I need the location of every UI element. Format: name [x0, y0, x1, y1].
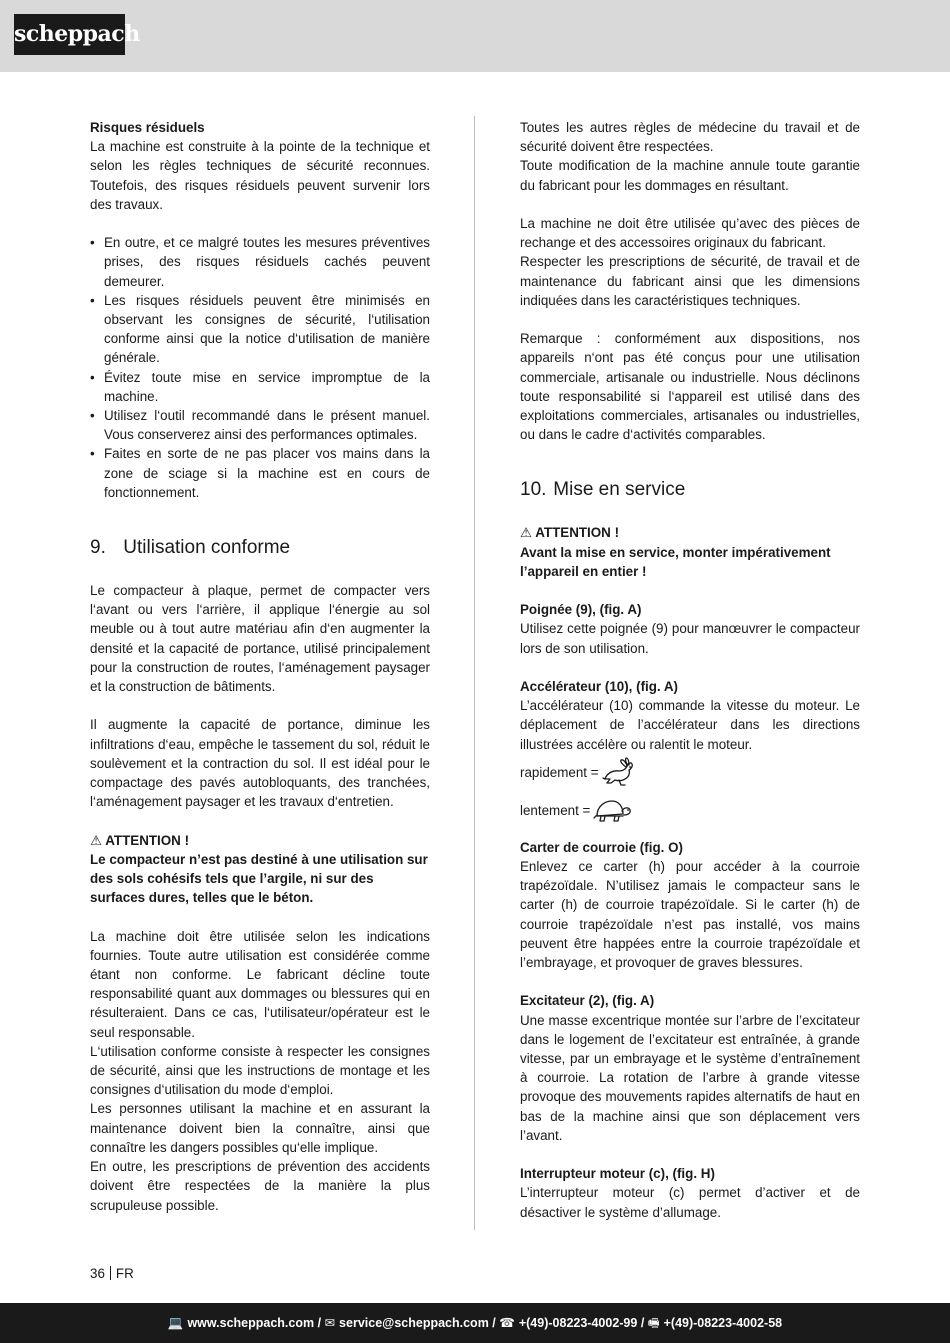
- fast-speed-row: [520, 754, 860, 792]
- safety-paragraph: Toute modification de la machine annule toute garantie du fabricant pour les dommages en résultant.: [520, 158, 860, 193]
- handle-heading: Poignée (9), (fig. A): [520, 602, 642, 618]
- right-column: [520, 118, 860, 1222]
- intended-use-paragraph: En outre, les prescriptions de prévention des accidents doivent être respectées de la manière la plus scrupuleuse possible.: [90, 1159, 430, 1213]
- belt-cover-text: Enlevez ce carter (h) pour accéder à la courroie trapézoïdale. N’utilisez jamais le compacteur sans le carter (h) de courroie trapézoïdale. Si le carter (h) de courroie trapézoïdale n’est pas installé, vos mains peuvent être happées entre la courroie trapézoïdale et l’embrayage, et provoquer de graves blessures.: [520, 859, 860, 971]
- slow-label: lentement =: [520, 803, 591, 819]
- handle-text: Utilisez cette poignée (9) pour manœuvrer le compacteur lors de son utilisation.: [520, 621, 860, 656]
- footer-email[interactable]: service@scheppach.com: [339, 1316, 489, 1330]
- footer-phone: +(49)-08223-4002-99: [518, 1316, 638, 1330]
- footer-separator: /: [640, 1316, 645, 1330]
- page-footer: [0, 1303, 950, 1343]
- envelope-icon: ✉: [324, 1316, 336, 1330]
- fax-icon: 🖷: [647, 1316, 660, 1330]
- section-10-title: [520, 478, 860, 502]
- column-divider: [474, 116, 475, 1230]
- page-header: [0, 0, 950, 72]
- computer-icon: 💻: [167, 1316, 184, 1330]
- engine-switch-text: L’interrupteur moteur (c) permet d’activer et de désactiver le système d’allumage.: [520, 1185, 860, 1220]
- section-number: 9.: [90, 537, 106, 559]
- turtle-icon: [592, 796, 632, 826]
- left-column: [90, 118, 430, 1215]
- list-item: • Les risques résiduels peuvent être minimisés en observant les consignes de sécurité, l‘utilisation conforme ainsi que la notice d‘utilisation de manière générale.: [90, 291, 430, 368]
- intended-use-paragraph: Il augmente la capacité de portance, diminue les infiltrations d‘eau, empêche le tassement du sol, réduit le soulèvement et la contraction du sol. Il est idéal pour le compactage des pavés autobloquants, des tranchées, l‘aménagement paysager et les travaux d‘entretien.: [90, 717, 430, 810]
- section-title-text: Mise en service: [553, 479, 686, 501]
- section-number: 10.: [520, 479, 547, 501]
- belt-cover-heading: Carter de courroie (fig. O): [520, 839, 683, 855]
- throttle-text: L’accélérateur (10) commande la vitesse du moteur. Le déplacement de l’accélérateur dans les directions illustrées accélère ou ralentit le moteur.: [520, 698, 860, 752]
- safety-paragraph: La machine ne doit être utilisée qu’avec des pièces de rechange et des accessoires originaux du fabricant.: [520, 216, 860, 251]
- warning-text: Le compacteur n’est pas destiné à une utilisation sur des sols cohésifs tels que l’argile, ni sur des surfaces dures, telles que le béton.: [90, 851, 428, 906]
- rabbit-icon: [601, 757, 635, 789]
- footer-fax: +(49)-08223-4002-58: [663, 1316, 783, 1330]
- footer-separator: /: [492, 1316, 496, 1330]
- page-number-value: 36: [90, 1266, 105, 1281]
- page-number: [90, 1265, 134, 1283]
- residual-risks-intro: La machine est construite à la pointe de la technique et selon les règles techniques de sécurité reconnues. Toutefois, des risques résiduels peuvent survenir lors des travaux.: [90, 139, 430, 212]
- warning-text: Avant la mise en service, monter impérativement l’appareil en entier !: [520, 544, 831, 579]
- footer-website[interactable]: www.scheppach.com: [187, 1316, 315, 1330]
- exciter-heading: Excitateur (2), (fig. A): [520, 993, 655, 1009]
- slow-speed-row: [520, 792, 860, 830]
- safety-paragraph: Respecter les prescriptions de sécurité, de travail et de maintenance du fabricant ainsi que les dimensions indiquées dans les caractéristiques techniques.: [520, 254, 860, 308]
- intended-use-paragraph: Les personnes utilisant la machine et en assurant la maintenance doivent bien la connaître, ainsi que connaître les dangers possibles qu‘elle implique.: [90, 1101, 430, 1155]
- intended-use-paragraph: L‘utilisation conforme consiste à respecter les consignes de sécurité, ainsi que les instructions de montage et les consignes d‘utilisation du mode d‘emploi.: [90, 1043, 430, 1098]
- list-item: • En outre, et ce malgré toutes les mesures préventives prises, des risques résiduels cachés peuvent demeurer.: [90, 233, 430, 291]
- fast-label: rapidement =: [520, 765, 599, 781]
- list-item: • Évitez toute mise en service impromptue de la machine.: [90, 368, 430, 406]
- list-item: • Utilisez l‘outil recommandé dans le présent manuel. Vous conserverez ainsi des performances optimales.: [90, 406, 430, 444]
- exciter-text: Une masse excentrique montée sur l’arbre de l’excitateur dans le logement de l’excitateur est entraînée, à grande vitesse, par un embrayage et le système d’entraînement à courroie. La rotation de l’arbre à grande vitesse provoque des mouvements rapides alternatifs de haut en bas de la machine ainsi que son déplacement vers l’avant.: [520, 1012, 860, 1143]
- scheppach-logo: scheppach: [14, 14, 125, 55]
- phone-icon: ☎: [499, 1316, 515, 1330]
- section-title-text: Utilisation conforme: [123, 537, 291, 559]
- footer-separator: /: [317, 1316, 322, 1330]
- intended-use-paragraph: Le compacteur à plaque, permet de compacter vers l‘avant ou vers l‘arrière, il applique l‘énergie au sol meuble ou à tout autre matériau afin d‘en augmenter la densité et la capacité de portance, utilisé principalement pour la construction de routes, l‘aménagement paysager et la construction de bâtiments.: [90, 583, 430, 695]
- residual-risks-list: [90, 233, 430, 502]
- intended-use-paragraph: La machine doit être utilisée selon les indications fournies. Toute autre utilisation est considérée comme étant non conforme. Le fabricant décline toute responsabilité quant aux dommages ou blessures qui en résulteraient. Dans ce cas, l‘utilisateur/opérateur est le seul responsable.: [90, 928, 430, 1040]
- warning-label: ⚠ ATTENTION !: [520, 525, 620, 541]
- safety-paragraph: Toutes les autres règles de médecine du travail et de sécurité doivent être respectées.: [520, 120, 860, 155]
- residual-risks-heading: Risques résiduels: [90, 120, 205, 135]
- list-item: • Faites en sorte de ne pas placer vos mains dans la zone de sciage si la machine est en cours de fonctionnement.: [90, 444, 430, 502]
- throttle-heading: Accélérateur (10), (fig. A): [520, 679, 679, 695]
- engine-switch-heading: Interrupteur moteur (c), (fig. H): [520, 1166, 715, 1182]
- page-language: FR: [115, 1266, 134, 1281]
- remark-paragraph: Remarque : conformément aux dispositions, nos appareils n‘ont pas été conçus pour une utilisation commerciale, artisanale ou industrielle. Nous déclinons toute responsabilité si l‘appareil est utilisé dans des exploitations commerciales, artisanales ou industrielles, ou dans le cadre d‘activités comparables.: [520, 331, 860, 443]
- warning-label: ⚠ ATTENTION !: [90, 832, 190, 848]
- section-9-title: [90, 536, 430, 560]
